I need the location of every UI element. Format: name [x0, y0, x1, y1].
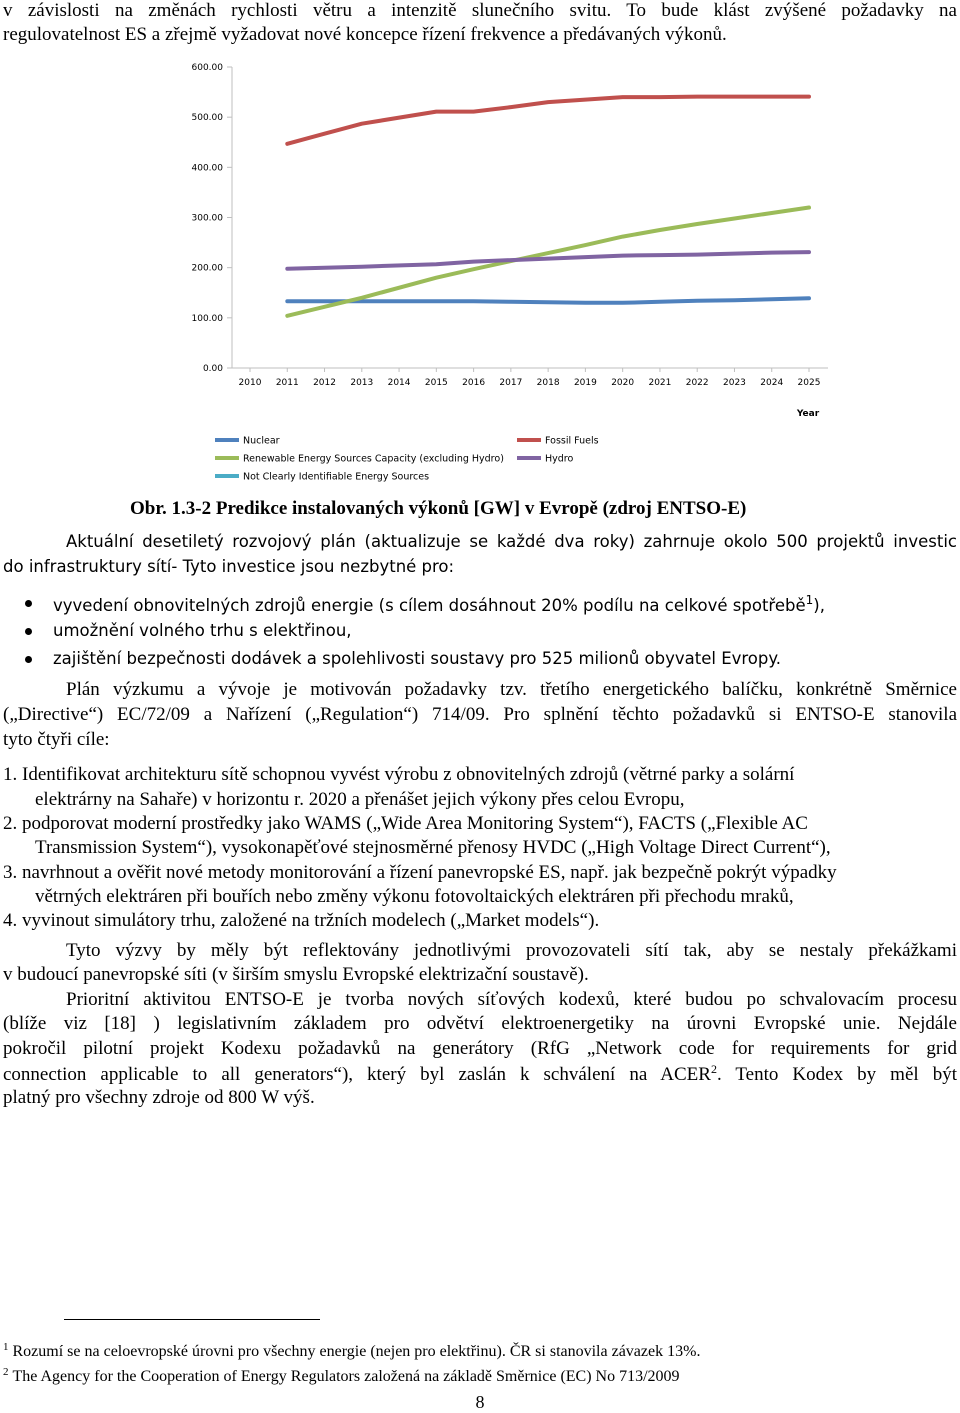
bullet-icon: [25, 628, 32, 635]
legend-label-nuclear: Nuclear: [243, 435, 280, 447]
top-paragraph-line-2: regulovatelnost ES a zřejmě vyžadovat nové koncepce řízení frekvence a předávaných výkonů.: [3, 24, 727, 45]
y-tick-label: 400.00: [191, 163, 223, 174]
figure-caption: Obr. 1.3-2 Predikce instalovaných výkonů [GW] v Evropě (zdroj ENTSO-E): [130, 498, 747, 519]
legend-label-hydro: Hydro: [545, 453, 574, 465]
priority-paragraph-line-3: pokročil pilotní projekt Kodexu požadavků na generátory (RfG „Network code for requirements for grid: [3, 1038, 957, 1059]
y-tick-label: 200.00: [191, 263, 223, 274]
research-paragraph-line-1: Plán výzkumu a vývoje je motivován požadavky tzv. třetího energetického balíčku, konkrétně Směrnice: [66, 679, 957, 700]
plan-paragraph-line-2: do infrastruktury sítí- Tyto investice jsou nezbytné pro:: [3, 557, 455, 576]
priority-paragraph-line-4: connection applicable to all generators“), který byl zaslán k schválení na ACER$^2$. Tento Kodex by měl být: [3, 1062, 957, 1085]
goal-1-line-2: elektrárny na Sahaře) v horizontu r. 2020 a přenášet jejich výkony přes celou Evropu,: [35, 789, 685, 810]
x-tick-label: 2017: [499, 378, 523, 388]
x-axis-label: Year: [796, 409, 820, 419]
x-tick-label: 2011: [275, 378, 299, 388]
capacity-forecast-chart: [180, 55, 840, 485]
x-tick-label: 2023: [723, 378, 746, 388]
x-tick-label: 2024: [760, 378, 784, 388]
x-tick-label: 2014: [387, 378, 411, 388]
research-paragraph-line-2: („Directive“) EC/72/09 a Nařízení („Regulation“) 714/09. Pro splnění těchto požadavků si ENTSO-E stanovila: [3, 704, 957, 725]
priority-paragraph-line-1: Prioritní aktivitou ENTSO-E je tvorba nových síťových kodexů, které budou po schvalovacím procesu: [66, 989, 957, 1010]
page-number: 8: [475, 1392, 485, 1412]
y-tick-label: 100.00: [191, 313, 223, 324]
y-tick-label: 500.00: [191, 113, 223, 124]
y-tick-label: 600.00: [191, 63, 223, 73]
x-tick-label: 2022: [685, 378, 709, 388]
challenges-paragraph-line-2: v budoucí panevropské síti (v širším smyslu Evropské elektrizační soustavě).: [3, 964, 589, 985]
legend-label-renewable-energy-sources-capacity-excluding-hydro: Renewable Energy Sources Capacity (excluding Hydro): [243, 453, 504, 465]
legend-label-not-clearly-identifiable-energy-sources: Not Clearly Identifiable Energy Sources: [243, 471, 430, 483]
y-tick-label: 0.00: [202, 364, 223, 374]
goal-3-line-1: 3. navrhnout a ověřit nové metody monitorování a řízení panevropské ES, např. jak bezpečně pokrýt výpadky: [3, 862, 837, 883]
list-item: vyvedení obnovitelných zdrojů energie (s cílem dosáhnout 20% podílu na celkové spotřebě$^1$),: [25, 593, 825, 621]
series-line-nuclear: [287, 298, 809, 303]
footnote-ref[interactable]: 1: [805, 593, 814, 607]
challenges-paragraph-line-1: Tyto výzvy by měly být reflektovány jednotlivými provozovateli sítí tak, aby se nestaly překážkami: [66, 940, 957, 961]
series-line-fossil-fuels: [287, 97, 809, 144]
x-tick-label: 2020: [611, 378, 635, 388]
footnote-divider: [64, 1319, 320, 1320]
bullet-icon: [25, 656, 32, 663]
x-tick-label: 2025: [797, 378, 821, 388]
bullet-icon: [25, 600, 32, 607]
priority-paragraph-line-2: (blíže viz [18] ) legislativním základem pro odvětví elektroenergetiky na úrovni Evropské unie. Nejdále: [3, 1013, 957, 1034]
investment-goals-list: [25, 593, 825, 677]
footnote-ref[interactable]: 2: [710, 1062, 717, 1076]
plan-paragraph-line-1: Aktuální desetiletý rozvojový plán (aktualizuje se každé dva roky) zahrnuje okolo 500 projektů investic: [66, 532, 957, 551]
x-tick-label: 2010: [238, 378, 262, 388]
goal-4: 4. vyvinout simulátory trhu, založené na tržních modelech („Market models“).: [3, 910, 600, 931]
priority-paragraph-line-5: platný pro všechny zdroje od 800 W výš.: [3, 1087, 315, 1108]
legend-label-fossil-fuels: Fossil Fuels: [545, 435, 599, 447]
footnote-2: $^2$ The Agency for the Cooperation of Energy Regulators založená na základě Směrnice (EC) No 713/2009: [3, 1366, 680, 1385]
footnote-1: $^1$ Rozumí se na celoevropské úrovni pro všechny energie (nejen pro elektřinu). ČR si stanovila závazek 13%.: [3, 1341, 701, 1360]
x-tick-label: 2019: [573, 378, 597, 388]
x-tick-label: 2015: [424, 378, 448, 388]
goal-3-line-2: větrných elektráren při bouřích nebo změny výkonu fotovoltaických elektráren při přechodu mraků,: [35, 886, 794, 907]
top-paragraph-line-1: v závislosti na změnách rychlosti větru a intenzitě slunečního svitu. To bude klást zvýšené požadavky na: [3, 0, 957, 21]
y-tick-label: 300.00: [191, 213, 223, 224]
goal-1-line-1: 1. Identifikovat architekturu sítě schopnou vyvést výrobu z obnovitelných zdrojů (větrné parky a solární: [3, 764, 795, 785]
x-tick-label: 2012: [313, 378, 336, 388]
goal-2-line-2: Transmission System“), vysokonapěťové stejnosměrné přenosy HVDC („High Voltage Direct Current“),: [35, 837, 831, 858]
x-tick-label: 2021: [648, 378, 672, 388]
x-tick-label: 2018: [536, 378, 560, 388]
x-tick-label: 2016: [462, 378, 486, 388]
x-tick-label: 2013: [350, 378, 374, 388]
list-item: umožnění volného trhu s elektřinou,: [25, 621, 825, 649]
list-item: zajištění bezpečnosti dodávek a spolehlivosti soustavy pro 525 milionů obyvatel Evropy.: [25, 649, 825, 677]
goal-2-line-1: 2. podporovat moderní prostředky jako WAMS („Wide Area Monitoring System“), FACTS („Flexible AC: [3, 813, 808, 834]
research-paragraph-line-3: tyto čtyři cíle:: [3, 729, 110, 750]
